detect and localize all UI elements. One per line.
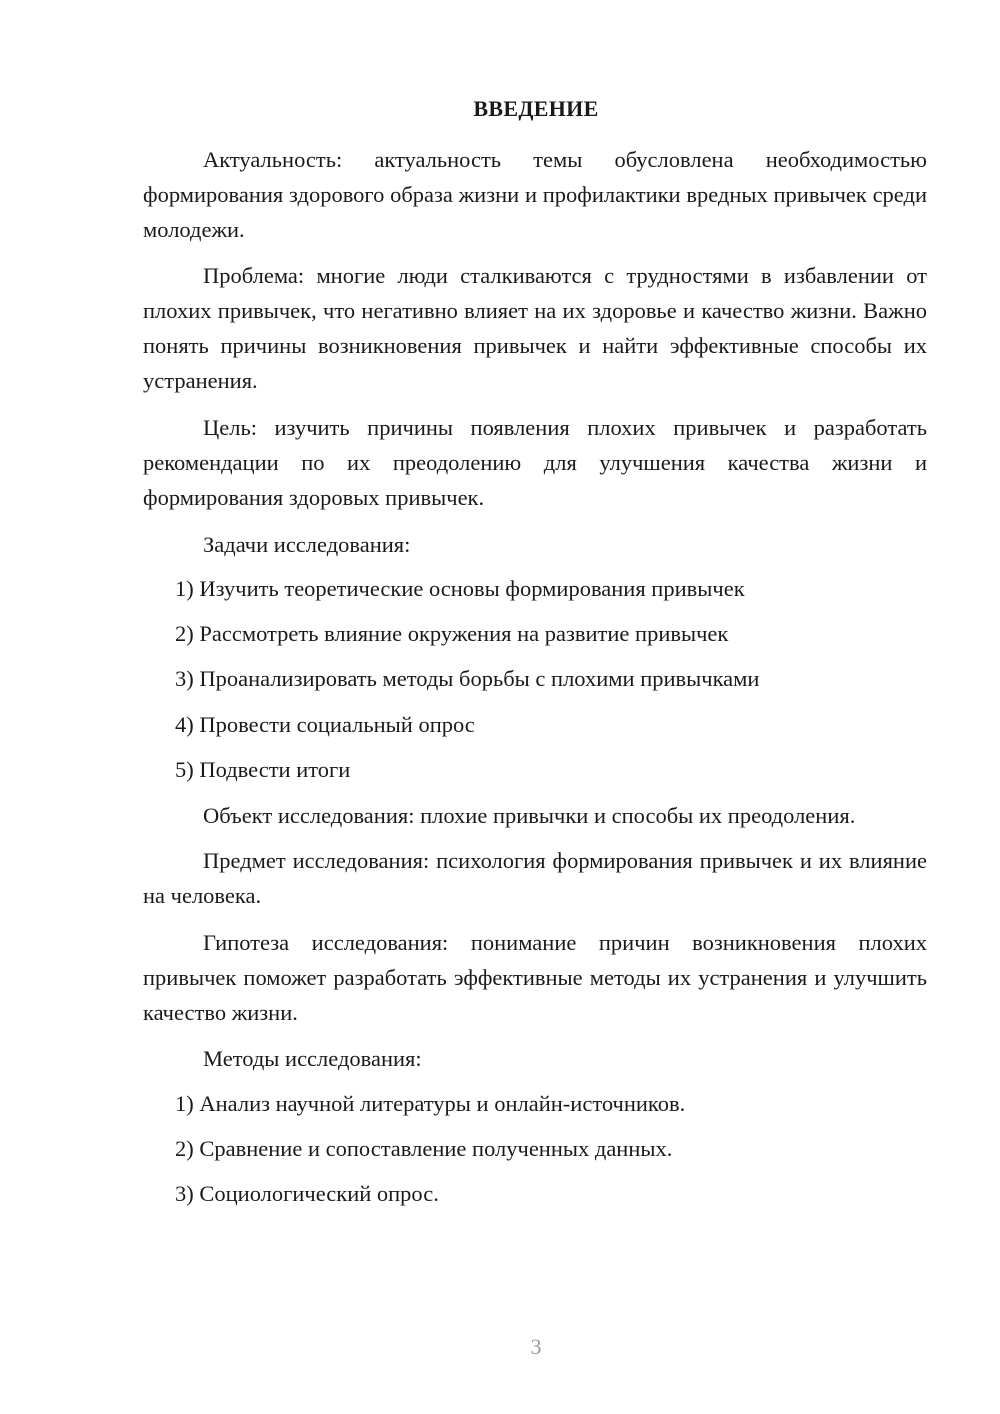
page-title: ВВЕДЕНИЕ bbox=[473, 96, 599, 121]
page-number: 3 bbox=[530, 1334, 542, 1359]
task-item: 1) Изучить теоретические основы формирования привычек bbox=[175, 576, 745, 601]
methods-heading: Методы исследования: bbox=[203, 1046, 422, 1071]
task-item: 3) Проанализировать методы борьбы с плохими привычками bbox=[175, 666, 760, 691]
method-item: 2) Сравнение и сопоставление полученных данных. bbox=[175, 1136, 673, 1161]
hypothesis-paragraph: Гипотеза исследования: понимание причин возникновения плохих привычек поможет разработать эффективные методы их устранения и улучшить качество жизни. bbox=[143, 930, 927, 1025]
problem-paragraph: Проблема: многие люди сталкиваются с трудностями в избавлении от плохих привычек, что негативно влияет на их здоровье и качество жизни. Важно понять причины возникновения привычек и найти эффективные способы их устранения. bbox=[143, 263, 927, 393]
task-item: 5) Подвести итоги bbox=[175, 757, 351, 782]
method-item: 1) Анализ научной литературы и онлайн-источников. bbox=[175, 1091, 686, 1116]
method-item: 3) Социологический опрос. bbox=[175, 1181, 439, 1206]
subject-paragraph: Предмет исследования: психология формирования привычек и их влияние на человека. bbox=[143, 848, 927, 908]
object-paragraph: Объект исследования: плохие привычки и способы их преодоления. bbox=[203, 803, 856, 828]
relevance-paragraph: Актуальность: актуальность темы обусловлена необходимостью формирования здорового образа жизни и профилактики вредных привычек среди молодежи. bbox=[143, 147, 927, 242]
task-item: 4) Провести социальный опрос bbox=[175, 712, 475, 737]
task-item: 2) Рассмотреть влияние окружения на развитие привычек bbox=[175, 621, 729, 646]
tasks-heading: Задачи исследования: bbox=[203, 532, 411, 557]
goal-paragraph: Цель: изучить причины появления плохих привычек и разработать рекомендации по их преодолению для улучшения качества жизни и формирования здоровых привычек. bbox=[143, 415, 927, 510]
